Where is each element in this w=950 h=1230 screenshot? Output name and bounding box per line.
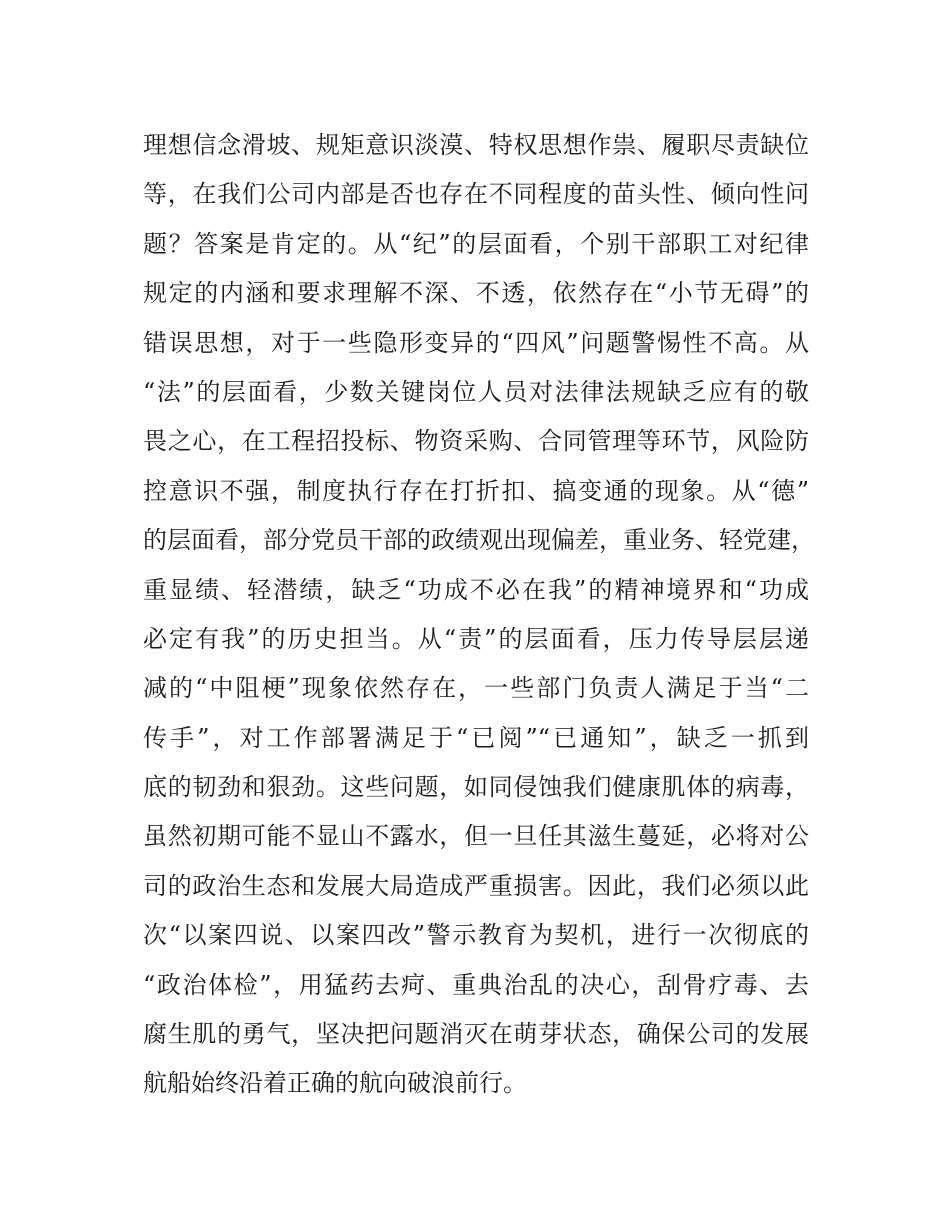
text-line: “法”的层面看，少数关键岗位人员对法律法规缺乏应有的敬 bbox=[143, 377, 809, 406]
text-line: 底的韧劲和狠劲。这些问题，如同侵蚀我们健康肌体的病毒， bbox=[143, 773, 809, 802]
text-line: 减的“中阻梗”现象依然存在，一些部门负责人满足于当“二 bbox=[143, 674, 809, 703]
text-line: 错误思想，对于一些隐形变异的“四风”问题警惕性不高。从 bbox=[143, 328, 809, 357]
text-line: 传手”，对工作部署满足于“已阅”“已通知”，缺乏一抓到 bbox=[143, 723, 809, 752]
text-line: 题？答案是肯定的。从“纪”的层面看，个别干部职工对纪律 bbox=[143, 229, 809, 258]
text-line: 等，在我们公司内部是否也存在不同程度的苗头性、倾向性问 bbox=[143, 180, 809, 209]
text-line: 司的政治生态和发展大局造成严重损害。因此，我们必须以此 bbox=[143, 871, 809, 900]
text-line: 腐生肌的勇气，坚决把问题消灭在萌芽状态，确保公司的发展 bbox=[143, 1020, 809, 1049]
text-line: 必定有我”的历史担当。从“责”的层面看，压力传导层层递 bbox=[143, 624, 809, 653]
text-line: 控意识不强，制度执行存在打折扣、搞变通的现象。从“德” bbox=[143, 476, 809, 505]
text-line: 的层面看，部分党员干部的政绩观出现偏差，重业务、轻党建， bbox=[143, 526, 815, 555]
text-line: 重显绩、轻潜绩，缺乏“功成不必在我”的精神境界和“功成 bbox=[143, 575, 809, 604]
text-line: 规定的内涵和要求理解不深、不透，依然存在“小节无碍”的 bbox=[143, 279, 809, 308]
text-line: 畏之心，在工程招投标、物资采购、合同管理等环节，风险防 bbox=[143, 427, 809, 456]
text-line: 航船始终沿着正确的航向破浪前行。 bbox=[143, 1069, 527, 1098]
text-line: 虽然初期可能不显山不露水，但一旦任其滋生蔓延，必将对公 bbox=[143, 822, 809, 851]
body-paragraph bbox=[143, 121, 815, 1109]
text-line: 理想信念滑坡、规矩意识淡漠、特权思想作祟、履职尽责缺位 bbox=[143, 131, 809, 159]
text-line: “政治体检”，用猛药去疴、重典治乱的决心，刮骨疗毒、去 bbox=[143, 970, 809, 999]
text-line: 次“以案四说、以案四改”警示教育为契机，进行一次彻底的 bbox=[143, 921, 809, 950]
